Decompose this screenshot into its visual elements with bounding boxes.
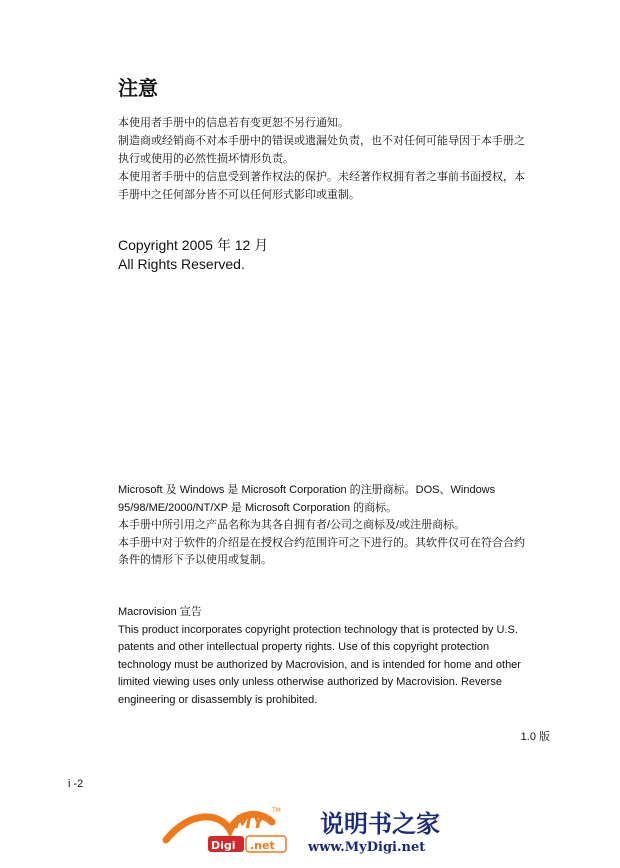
macrovision-line: patents and other intellectual property rights. Use of this copyright protection [118,641,490,653]
notice-line: 执行或使用的必然性损坏情形负责。 [118,152,294,165]
trademark-line: 本手册中所引用之产品名称为其各自拥有者/公司之商标及/或注册商标。 [118,519,466,531]
macrovision-line: limited viewing uses only unless otherwise authorized by Macrovision. Reverse [118,676,502,688]
copyright-block [118,236,558,274]
notice-title: 注意 [118,76,158,100]
macrovision-line: This product incorporates copyright protection technology that is protected by U.S. [118,623,518,636]
macrovision-line: technology must be authorized by Macrovision, and is intended for home and other [118,658,521,671]
brand-net: .net [250,839,275,852]
notice-line: 制造商或经销商不对本手册中的错误或遗漏处负责，也不对任何可能导因于本手册之 [118,134,525,147]
trademark-line: 95/98/ME/2000/NT/XP 是 Microsoft Corporation 的商标。 [118,501,398,514]
brand-digi: Digi [211,839,236,852]
version-label: 1.0 版 [520,731,550,743]
trademark-line: 本手册中对于软件的介绍是在授权合约范围许可之下进行的。其软件仅可在符合合约 [118,536,525,549]
trademark-block [118,482,558,570]
rights-line: All Rights Reserved. [118,256,245,272]
notice-body [118,114,558,204]
trademark-line: 条件的情形下予以使用或复制。 [118,554,272,566]
site-url: www.MyDigi.net [308,840,426,855]
trademark-line: Microsoft 及 Windows 是 Microsoft Corporation 的注册商标。DOS、Windows [118,484,496,496]
mydigi-watermark-logo [160,800,460,860]
macrovision-line: engineering or disassembly is prohibited. [118,693,318,706]
notice-line: 本使用者手册中的信息受到著作权法的保护。未经著作权拥有者之事前书面授权，本 [118,170,525,183]
macrovision-heading: Macrovision 宣告 [118,606,202,618]
macrovision-block [118,604,558,709]
notice-line: 手册中之任何部分皆不可以任何形式影印或重制。 [118,188,360,201]
notice-line: 本使用者手册中的信息若有变更恕不另行通知。 [118,116,349,129]
copyright-line: Copyright 2005 年 12 月 [118,237,269,253]
site-name: 说明书之家 [320,810,440,838]
brand-my: MY [234,812,265,833]
brand-tm: TM [272,807,281,814]
page-number: i -2 [68,778,84,790]
